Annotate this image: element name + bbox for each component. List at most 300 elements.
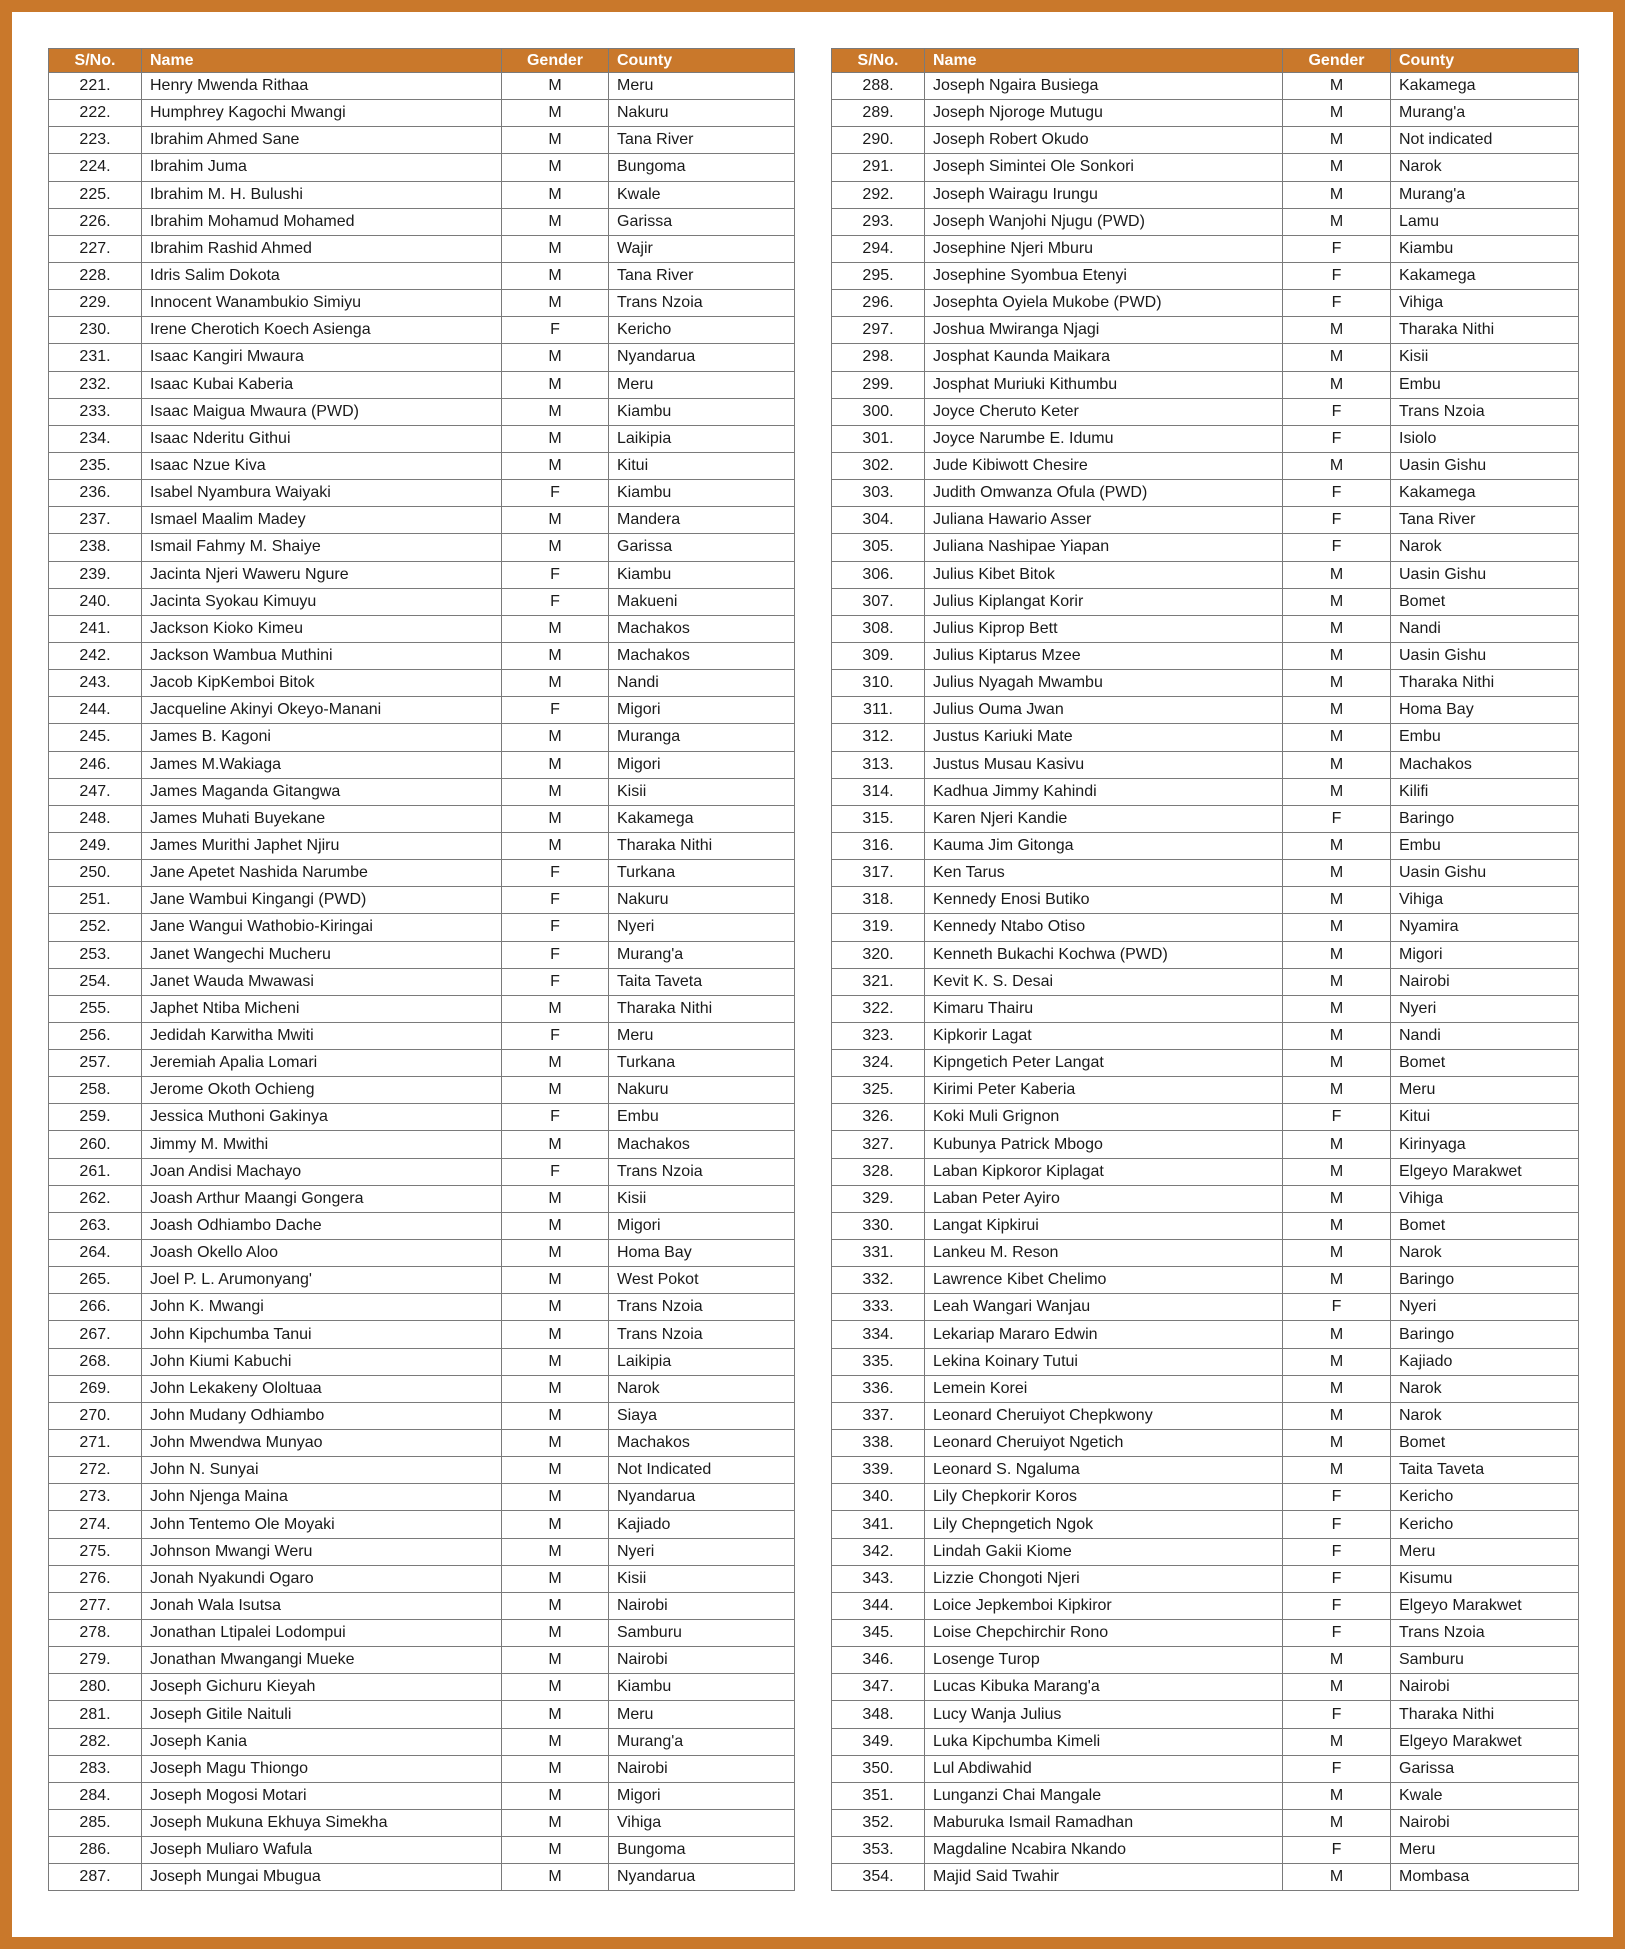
county-cell: Nakuru (609, 100, 795, 127)
serial-number-cell: 284. (49, 1782, 142, 1809)
name-cell: Isaac Kangiri Mwaura (142, 344, 502, 371)
serial-number-cell: 346. (832, 1647, 925, 1674)
county-cell: Migori (1391, 941, 1579, 968)
table-row (832, 1484, 1579, 1511)
county-cell: Meru (609, 73, 795, 100)
county-cell: Uasin Gishu (1391, 561, 1579, 588)
county-cell: Kakamega (1391, 73, 1579, 100)
serial-number-cell: 292. (832, 181, 925, 208)
table-row (832, 778, 1579, 805)
header-row (832, 49, 1579, 73)
table-row (832, 995, 1579, 1022)
county-cell: Tana River (609, 262, 795, 289)
table-row (832, 1158, 1579, 1185)
gender-cell: F (1283, 1538, 1391, 1565)
name-cell: Kennedy Enosi Butiko (925, 887, 1283, 914)
gender-cell: M (502, 1430, 609, 1457)
name-cell: John Mwendwa Munyao (142, 1430, 502, 1457)
table-row (832, 398, 1579, 425)
table-row (49, 1810, 795, 1837)
serial-number-cell: 352. (832, 1810, 925, 1837)
serial-number-cell: 294. (832, 235, 925, 262)
table-row (49, 1620, 795, 1647)
name-cell: Joseph Kania (142, 1728, 502, 1755)
table-row (832, 1728, 1579, 1755)
serial-number-cell: 323. (832, 1022, 925, 1049)
name-cell: Kenneth Bukachi Kochwa (PWD) (925, 941, 1283, 968)
serial-number-cell: 249. (49, 832, 142, 859)
table-row (832, 100, 1579, 127)
table-row (49, 507, 795, 534)
serial-number-cell: 296. (832, 290, 925, 317)
serial-number-cell: 342. (832, 1538, 925, 1565)
serial-number-cell: 319. (832, 914, 925, 941)
gender-cell: M (1283, 1782, 1391, 1809)
county-cell: Vihiga (1391, 290, 1579, 317)
gender-cell: M (502, 262, 609, 289)
table-row (49, 425, 795, 452)
name-cell: Jerome Okoth Ochieng (142, 1077, 502, 1104)
serial-number-cell: 247. (49, 778, 142, 805)
name-cell: John N. Sunyai (142, 1457, 502, 1484)
name-cell: Isaac Kubai Kaberia (142, 371, 502, 398)
serial-number-cell: 350. (832, 1755, 925, 1782)
county-cell: Garissa (609, 208, 795, 235)
serial-number-cell: 224. (49, 154, 142, 181)
gender-cell: F (1283, 1104, 1391, 1131)
serial-number-cell: 307. (832, 588, 925, 615)
serial-number-cell: 280. (49, 1674, 142, 1701)
county-cell: Kericho (609, 317, 795, 344)
serial-number-cell: 252. (49, 914, 142, 941)
serial-number-cell: 351. (832, 1782, 925, 1809)
gender-cell: M (1283, 1050, 1391, 1077)
county-cell: Trans Nzoia (1391, 398, 1579, 425)
serial-number-cell: 228. (49, 262, 142, 289)
county-cell: Kericho (1391, 1511, 1579, 1538)
name-cell: Lucy Wanja Julius (925, 1701, 1283, 1728)
table-row (832, 208, 1579, 235)
gender-cell: M (1283, 1022, 1391, 1049)
header-sn: S/No. (832, 49, 925, 73)
county-cell: Garissa (609, 534, 795, 561)
serial-number-cell: 314. (832, 778, 925, 805)
name-cell: Isaac Nzue Kiva (142, 452, 502, 479)
gender-cell: M (1283, 887, 1391, 914)
county-cell: Trans Nzoia (609, 290, 795, 317)
county-cell: Nyandarua (609, 1864, 795, 1891)
gender-cell: M (502, 290, 609, 317)
table-row (49, 588, 795, 615)
table-row (832, 235, 1579, 262)
name-cell: Jane Wambui Kingangi (PWD) (142, 887, 502, 914)
header-sn: S/No. (49, 49, 142, 73)
table-row (49, 887, 795, 914)
name-cell: Jacinta Syokau Kimuyu (142, 588, 502, 615)
table-row (832, 1321, 1579, 1348)
serial-number-cell: 297. (832, 317, 925, 344)
gender-cell: F (502, 697, 609, 724)
name-cell: Lekina Koinary Tutui (925, 1348, 1283, 1375)
name-cell: Josphat Muriuki Kithumbu (925, 371, 1283, 398)
serial-number-cell: 308. (832, 615, 925, 642)
gender-cell: M (1283, 317, 1391, 344)
serial-number-cell: 263. (49, 1212, 142, 1239)
table-row (49, 1837, 795, 1864)
serial-number-cell: 331. (832, 1240, 925, 1267)
name-cell: James M.Wakiaga (142, 751, 502, 778)
gender-cell: M (502, 1674, 609, 1701)
serial-number-cell: 272. (49, 1457, 142, 1484)
serial-number-cell: 229. (49, 290, 142, 317)
name-cell: Joan Andisi Machayo (142, 1158, 502, 1185)
serial-number-cell: 239. (49, 561, 142, 588)
gender-cell: M (502, 1050, 609, 1077)
county-cell: Not indicated (1391, 127, 1579, 154)
name-cell: Joash Arthur Maangi Gongera (142, 1185, 502, 1212)
gender-cell: M (502, 751, 609, 778)
serial-number-cell: 336. (832, 1375, 925, 1402)
gender-cell: M (1283, 1402, 1391, 1429)
county-cell: Baringo (1391, 1321, 1579, 1348)
table-row (49, 1321, 795, 1348)
gender-cell: F (502, 588, 609, 615)
name-cell: Loise Chepchirchir Rono (925, 1620, 1283, 1647)
table-row (832, 1077, 1579, 1104)
name-cell: Joseph Muliaro Wafula (142, 1837, 502, 1864)
gender-cell: F (1283, 1701, 1391, 1728)
table-row (49, 1050, 795, 1077)
county-cell: Nyeri (609, 914, 795, 941)
gender-cell: M (502, 1267, 609, 1294)
gender-cell: M (1283, 995, 1391, 1022)
county-cell: Lamu (1391, 208, 1579, 235)
gender-cell: M (502, 344, 609, 371)
county-cell: Kilifi (1391, 778, 1579, 805)
serial-number-cell: 237. (49, 507, 142, 534)
serial-number-cell: 327. (832, 1131, 925, 1158)
serial-number-cell: 299. (832, 371, 925, 398)
table-row (832, 615, 1579, 642)
county-cell: Siaya (609, 1402, 795, 1429)
table-row (49, 1538, 795, 1565)
gender-cell: F (1283, 1294, 1391, 1321)
name-cell: Joseph Wanjohi Njugu (PWD) (925, 208, 1283, 235)
table-row (49, 805, 795, 832)
gender-cell: M (1283, 344, 1391, 371)
gender-cell: M (502, 724, 609, 751)
county-cell: Makueni (609, 588, 795, 615)
name-cell: Isaac Nderitu Githui (142, 425, 502, 452)
gender-cell: M (502, 805, 609, 832)
table-row (832, 1864, 1579, 1891)
gender-cell: F (1283, 290, 1391, 317)
name-cell: Ismael Maalim Madey (142, 507, 502, 534)
gender-cell: M (1283, 642, 1391, 669)
county-cell: Vihiga (609, 1810, 795, 1837)
serial-number-cell: 339. (832, 1457, 925, 1484)
table-row (49, 1484, 795, 1511)
serial-number-cell: 306. (832, 561, 925, 588)
table-row (49, 127, 795, 154)
table-row (832, 1022, 1579, 1049)
table-row (49, 1022, 795, 1049)
name-cell: Henry Mwenda Rithaa (142, 73, 502, 100)
table-row (49, 1511, 795, 1538)
table-row (832, 1565, 1579, 1592)
serial-number-cell: 311. (832, 697, 925, 724)
serial-number-cell: 258. (49, 1077, 142, 1104)
gender-cell: M (502, 1511, 609, 1538)
county-cell: Homa Bay (609, 1240, 795, 1267)
county-cell: Nairobi (1391, 1810, 1579, 1837)
gender-cell: M (502, 1077, 609, 1104)
serial-number-cell: 241. (49, 615, 142, 642)
name-cell: James Murithi Japhet Njiru (142, 832, 502, 859)
table-row (832, 1810, 1579, 1837)
gender-cell: M (502, 1864, 609, 1891)
county-cell: Nandi (1391, 615, 1579, 642)
name-cell: Kadhua Jimmy Kahindi (925, 778, 1283, 805)
serial-number-cell: 305. (832, 534, 925, 561)
gender-cell: M (1283, 1158, 1391, 1185)
county-cell: Migori (609, 1782, 795, 1809)
name-cell: Lunganzi Chai Mangale (925, 1782, 1283, 1809)
county-cell: Tharaka Nithi (1391, 1701, 1579, 1728)
gender-cell: F (1283, 507, 1391, 534)
name-cell: Leah Wangari Wanjau (925, 1294, 1283, 1321)
county-cell: Kwale (609, 181, 795, 208)
serial-number-cell: 330. (832, 1212, 925, 1239)
gender-cell: M (502, 235, 609, 262)
table-row (832, 1674, 1579, 1701)
name-cell: Julius Kibet Bitok (925, 561, 1283, 588)
gender-cell: M (1283, 154, 1391, 181)
county-cell: Tana River (1391, 507, 1579, 534)
county-cell: Kajiado (1391, 1348, 1579, 1375)
county-cell: Kajiado (609, 1511, 795, 1538)
table-row (49, 670, 795, 697)
serial-number-cell: 238. (49, 534, 142, 561)
gender-cell: F (502, 1104, 609, 1131)
county-cell: Turkana (609, 860, 795, 887)
gender-cell: M (1283, 914, 1391, 941)
name-cell: Humphrey Kagochi Mwangi (142, 100, 502, 127)
serial-number-cell: 322. (832, 995, 925, 1022)
serial-number-cell: 248. (49, 805, 142, 832)
gender-cell: M (1283, 778, 1391, 805)
county-cell: Trans Nzoia (609, 1321, 795, 1348)
gender-cell: M (502, 398, 609, 425)
county-cell: Murang'a (609, 1728, 795, 1755)
gender-cell: F (1283, 235, 1391, 262)
gender-cell: M (502, 1185, 609, 1212)
name-cell: John K. Mwangi (142, 1294, 502, 1321)
name-cell: John Kipchumba Tanui (142, 1321, 502, 1348)
serial-number-cell: 353. (832, 1837, 925, 1864)
name-cell: Justus Kariuki Mate (925, 724, 1283, 751)
gender-cell: F (1283, 1565, 1391, 1592)
table-row (49, 642, 795, 669)
name-cell: Lawrence Kibet Chelimo (925, 1267, 1283, 1294)
table-row (49, 914, 795, 941)
name-cell: Joseph Mogosi Motari (142, 1782, 502, 1809)
county-cell: West Pokot (609, 1267, 795, 1294)
gender-cell: F (1283, 1837, 1391, 1864)
table-row (832, 534, 1579, 561)
serial-number-cell: 320. (832, 941, 925, 968)
name-cell: Josphat Kaunda Maikara (925, 344, 1283, 371)
county-cell: Nyandarua (609, 1484, 795, 1511)
table-row (832, 1430, 1579, 1457)
gender-cell: M (502, 1321, 609, 1348)
name-cell: Joyce Narumbe E. Idumu (925, 425, 1283, 452)
header-county: County (609, 49, 795, 73)
gender-cell: M (502, 1538, 609, 1565)
gender-cell: M (502, 1565, 609, 1592)
gender-cell: F (1283, 1511, 1391, 1538)
serial-number-cell: 253. (49, 941, 142, 968)
county-cell: Wajir (609, 235, 795, 262)
table-row (49, 480, 795, 507)
name-cell: Maburuka Ismail Ramadhan (925, 1810, 1283, 1837)
serial-number-cell: 270. (49, 1402, 142, 1429)
county-cell: Narok (1391, 154, 1579, 181)
name-cell: John Njenga Maina (142, 1484, 502, 1511)
county-cell: Nairobi (1391, 968, 1579, 995)
county-cell: Kiambu (609, 398, 795, 425)
gender-cell: M (1283, 941, 1391, 968)
county-cell: Nyamira (1391, 914, 1579, 941)
gender-cell: M (502, 670, 609, 697)
gender-cell: M (502, 1457, 609, 1484)
gender-cell: F (1283, 1484, 1391, 1511)
county-cell: Isiolo (1391, 425, 1579, 452)
header-name: Name (142, 49, 502, 73)
name-cell: Lekariap Mararo Edwin (925, 1321, 1283, 1348)
county-cell: Elgeyo Marakwet (1391, 1592, 1579, 1619)
gender-cell: M (502, 1728, 609, 1755)
name-cell: Ismail Fahmy M. Shaiye (142, 534, 502, 561)
county-cell: Embu (1391, 724, 1579, 751)
county-cell: Embu (1391, 832, 1579, 859)
name-cell: Ibrahim Rashid Ahmed (142, 235, 502, 262)
table-row (49, 1158, 795, 1185)
gender-cell: M (502, 73, 609, 100)
name-cell: John Mudany Odhiambo (142, 1402, 502, 1429)
serial-number-cell: 301. (832, 425, 925, 452)
serial-number-cell: 240. (49, 588, 142, 615)
serial-number-cell: 312. (832, 724, 925, 751)
gender-cell: M (502, 127, 609, 154)
name-cell: Kubunya Patrick Mbogo (925, 1131, 1283, 1158)
county-cell: Uasin Gishu (1391, 452, 1579, 479)
serial-number-cell: 266. (49, 1294, 142, 1321)
serial-number-cell: 291. (832, 154, 925, 181)
name-cell: Karen Njeri Kandie (925, 805, 1283, 832)
table-row (832, 181, 1579, 208)
serial-number-cell: 246. (49, 751, 142, 778)
gender-cell: F (1283, 425, 1391, 452)
name-cell: Jonathan Mwangangi Mueke (142, 1647, 502, 1674)
gender-cell: M (502, 1810, 609, 1837)
name-cell: Julius Kiptarus Mzee (925, 642, 1283, 669)
gender-cell: M (1283, 588, 1391, 615)
gender-cell: M (1283, 1185, 1391, 1212)
serial-number-cell: 267. (49, 1321, 142, 1348)
table-row (49, 1131, 795, 1158)
serial-number-cell: 348. (832, 1701, 925, 1728)
county-cell: Murang'a (609, 941, 795, 968)
gender-cell: M (502, 1620, 609, 1647)
serial-number-cell: 227. (49, 235, 142, 262)
gender-cell: M (502, 425, 609, 452)
county-cell: Narok (609, 1375, 795, 1402)
county-cell: Mombasa (1391, 1864, 1579, 1891)
county-cell: Machakos (1391, 751, 1579, 778)
gender-cell: M (1283, 452, 1391, 479)
serial-number-cell: 235. (49, 452, 142, 479)
table-row (832, 1538, 1579, 1565)
county-cell: Kirinyaga (1391, 1131, 1579, 1158)
serial-number-cell: 233. (49, 398, 142, 425)
name-cell: Lily Chepngetich Ngok (925, 1511, 1283, 1538)
serial-number-cell: 234. (49, 425, 142, 452)
table-row (832, 860, 1579, 887)
table-row (832, 507, 1579, 534)
county-cell: Mandera (609, 507, 795, 534)
gender-cell: M (1283, 670, 1391, 697)
county-cell: Migori (609, 751, 795, 778)
table-row (832, 832, 1579, 859)
county-cell: Kiambu (609, 480, 795, 507)
county-cell: Meru (1391, 1837, 1579, 1864)
county-cell: Kakamega (609, 805, 795, 832)
serial-number-cell: 325. (832, 1077, 925, 1104)
name-cell: Jackson Kioko Kimeu (142, 615, 502, 642)
table-row (49, 1728, 795, 1755)
gender-cell: M (502, 208, 609, 235)
serial-number-cell: 242. (49, 642, 142, 669)
name-cell: Japhet Ntiba Micheni (142, 995, 502, 1022)
county-cell: Homa Bay (1391, 697, 1579, 724)
name-cell: Jimmy M. Mwithi (142, 1131, 502, 1158)
gender-cell: F (502, 860, 609, 887)
county-cell: Narok (1391, 534, 1579, 561)
county-cell: Embu (609, 1104, 795, 1131)
serial-number-cell: 264. (49, 1240, 142, 1267)
county-cell: Machakos (609, 615, 795, 642)
county-cell: Migori (609, 1212, 795, 1239)
county-cell: Taita Taveta (609, 968, 795, 995)
name-cell: Lucas Kibuka Marang'a (925, 1674, 1283, 1701)
county-cell: Nandi (1391, 1022, 1579, 1049)
serial-number-cell: 290. (832, 127, 925, 154)
gender-cell: F (502, 1022, 609, 1049)
name-cell: Juliana Hawario Asser (925, 507, 1283, 534)
county-cell: Muranga (609, 724, 795, 751)
name-cell: Innocent Wanambukio Simiyu (142, 290, 502, 317)
table-row (49, 751, 795, 778)
county-cell: Meru (1391, 1077, 1579, 1104)
table-row (49, 1212, 795, 1239)
table-row (832, 751, 1579, 778)
gender-cell: M (502, 778, 609, 805)
name-cell: Koki Muli Grignon (925, 1104, 1283, 1131)
gender-cell: M (1283, 724, 1391, 751)
name-cell: Lankeu M. Reson (925, 1240, 1283, 1267)
county-cell: Samburu (1391, 1647, 1579, 1674)
